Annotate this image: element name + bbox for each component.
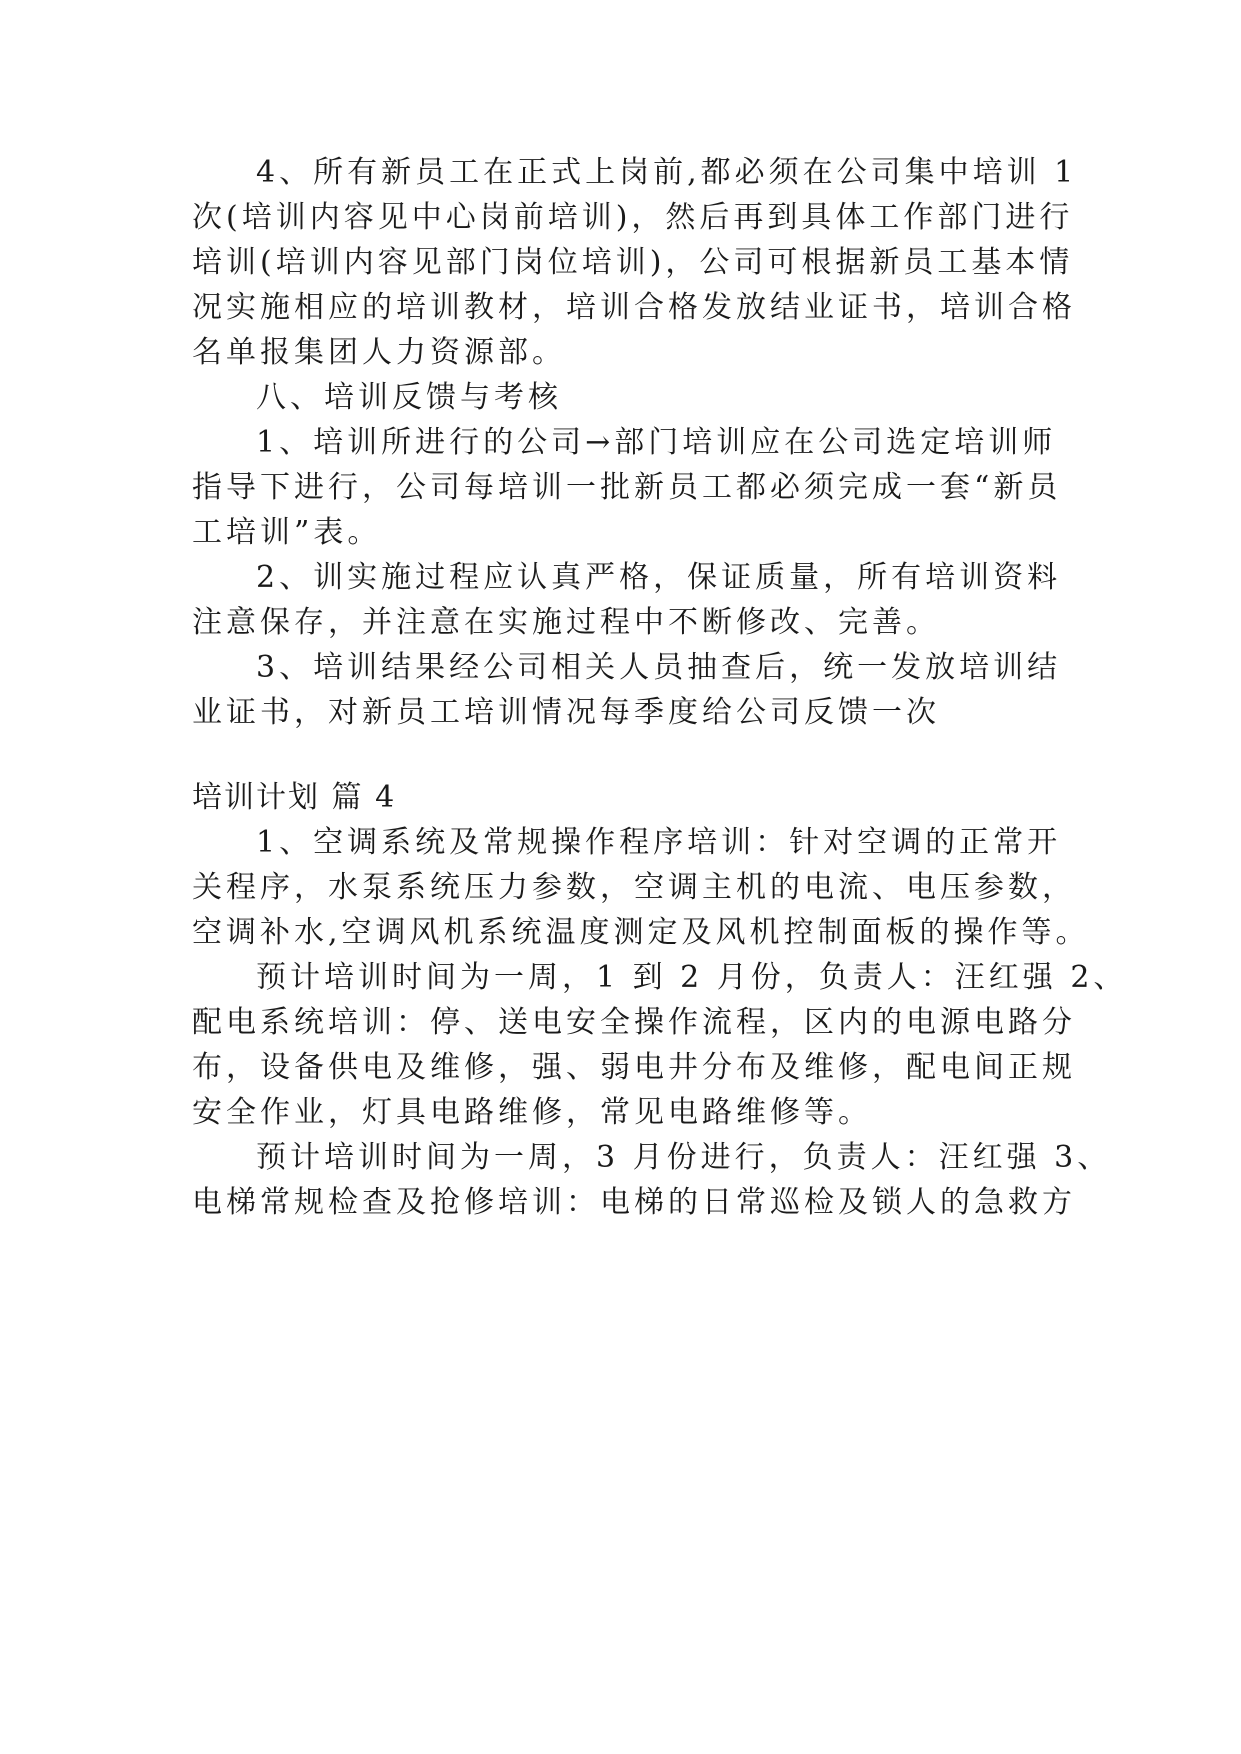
paragraph-line: 电梯常规检查及抢修培训：电梯的日常巡检及锁人的急救方	[192, 1185, 1076, 1220]
article-title: 培训计划 篇 4	[192, 780, 397, 815]
paragraph-line: 3、培训结果经公司相关人员抽查后，统一发放培训结	[256, 650, 1062, 685]
paragraph-line: 注意保存，并注意在实施过程中不断修改、完善。	[192, 605, 940, 640]
paragraph-line: 关程序，水泵系统压力参数，空调主机的电流、电压参数，	[192, 870, 1076, 905]
paragraph-line: 1、培训所进行的公司→部门培训应在公司选定培训师	[256, 425, 1057, 460]
paragraph-line: 名单报集团人力资源部。	[192, 335, 566, 370]
paragraph-line: 业证书，对新员工培训情况每季度给公司反馈一次	[192, 695, 940, 730]
paragraph-line: 安全作业，灯具电路维修，常见电路维修等。	[192, 1095, 872, 1130]
paragraph-line: 配电系统培训：停、送电安全操作流程，区内的电源电路分	[192, 1005, 1076, 1040]
paragraph-line: 空调补水,空调风机系统温度测定及风机控制面板的操作等。	[192, 915, 1090, 950]
paragraph-line: 指导下进行，公司每培训一批新员工都必须完成一套“新员	[192, 470, 1062, 505]
paragraph-line: 培训(培训内容见部门岗位培训)，公司可根据新员工基本情	[192, 245, 1074, 280]
paragraph-line: 布，设备供电及维修，强、弱电井分布及维修，配电间正规	[192, 1050, 1076, 1085]
paragraph-line: 4、所有新员工在正式上岗前,都必须在公司集中培训 1	[256, 155, 1078, 190]
paragraph-line: 2、训实施过程应认真严格，保证质量，所有培训资料	[256, 560, 1062, 595]
paragraph-line: 预计培训时间为一周，1 到 2 月份，负责人：汪红强 2、	[256, 960, 1128, 995]
paragraph-line: 1、空调系统及常规操作程序培训：针对空调的正常开	[256, 825, 1062, 860]
paragraph-line: 预计培训时间为一周，3 月份进行，负责人：汪红强 3、	[256, 1140, 1112, 1175]
section-heading: 八、培训反馈与考核	[256, 380, 562, 415]
paragraph-line: 况实施相应的培训教材，培训合格发放结业证书，培训合格	[192, 290, 1076, 325]
paragraph-line: 工培训”表。	[192, 515, 382, 550]
paragraph-line: 次(培训内容见中心岗前培训)，然后再到具体工作部门进行	[192, 200, 1074, 235]
